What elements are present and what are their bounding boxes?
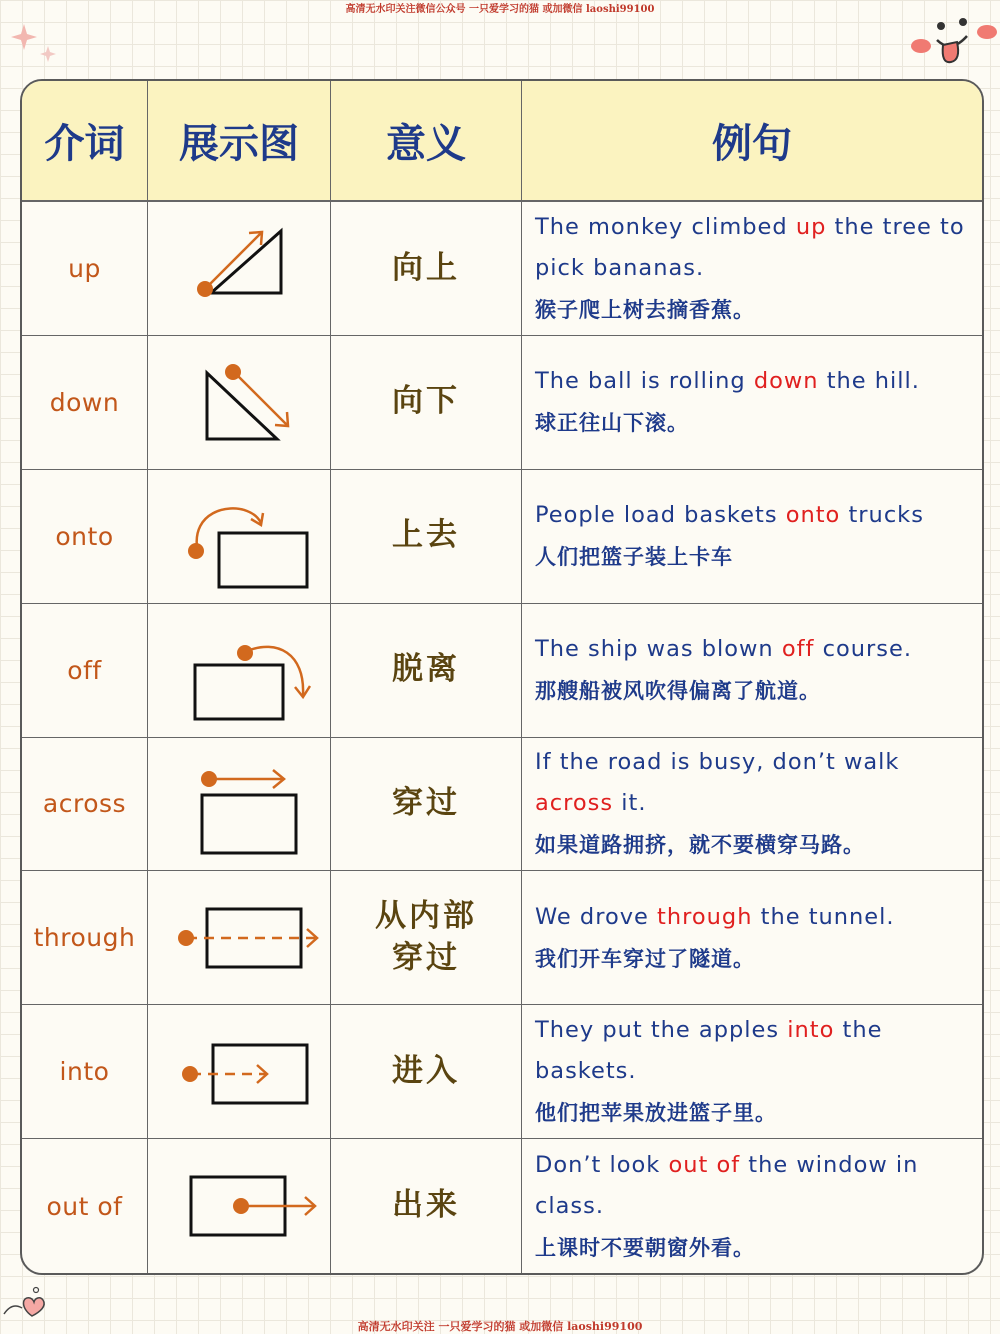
header-example: 例句 bbox=[522, 81, 982, 202]
example-chinese: 人们把篮子装上卡车 bbox=[535, 544, 733, 570]
down-diagram-icon bbox=[169, 347, 309, 457]
example-off bbox=[522, 604, 982, 738]
diagram-cell-across bbox=[148, 738, 331, 872]
example-chinese: 球正往山下滚。 bbox=[535, 410, 689, 436]
example-into bbox=[522, 1005, 982, 1139]
out-of-diagram-icon bbox=[169, 1151, 309, 1261]
meaning-out-of: 出来 bbox=[331, 1139, 522, 1273]
example-chinese: 如果道路拥挤，就不要横穿马路。 bbox=[535, 832, 865, 858]
diagram-cell-into bbox=[148, 1005, 331, 1139]
preposition-table bbox=[20, 79, 984, 1275]
off-diagram-icon bbox=[169, 615, 309, 725]
example-chinese: 上课时不要朝窗外看。 bbox=[535, 1234, 755, 1260]
preposition-down: down bbox=[22, 336, 148, 470]
into-diagram-icon bbox=[169, 1017, 309, 1127]
example-english: If the road is busy, don’t walk across it. bbox=[535, 749, 900, 817]
diagram-cell-up bbox=[148, 202, 331, 336]
example-down bbox=[522, 336, 982, 470]
example-across bbox=[522, 738, 982, 872]
smiley-face-icon bbox=[905, 12, 1000, 72]
example-onto bbox=[522, 470, 982, 604]
sparkle-icon bbox=[10, 20, 60, 65]
example-through bbox=[522, 871, 982, 1005]
header-diagram: 展示图 bbox=[148, 81, 331, 202]
example-chinese: 猴子爬上树去摘香蕉。 bbox=[535, 296, 755, 322]
across-diagram-icon bbox=[169, 749, 309, 859]
meaning-into: 进入 bbox=[331, 1005, 522, 1139]
through-diagram-icon bbox=[169, 883, 309, 993]
preposition-up: up bbox=[22, 202, 148, 336]
example-chinese: 他们把苹果放进篮子里。 bbox=[535, 1100, 777, 1126]
example-english: They put the apples into the baskets. bbox=[535, 1017, 883, 1085]
watermark-bottom: 高清无水印关注 一只爱学习的猫 或加微信 laoshi99100 bbox=[357, 1320, 643, 1333]
diagram-cell-through bbox=[148, 871, 331, 1005]
preposition-onto: onto bbox=[22, 470, 148, 604]
example-up bbox=[522, 202, 982, 336]
meaning-down: 向下 bbox=[331, 336, 522, 470]
diagram-cell-out-of bbox=[148, 1139, 331, 1273]
example-english: Don’t look out of the window in class. bbox=[535, 1151, 919, 1219]
diagram-cell-onto bbox=[148, 470, 331, 604]
example-out-of bbox=[522, 1139, 982, 1273]
meaning-off: 脱离 bbox=[331, 604, 522, 738]
up-diagram-icon bbox=[169, 213, 309, 323]
onto-diagram-icon bbox=[169, 481, 309, 591]
diagram-cell-down bbox=[148, 336, 331, 470]
meaning-onto: 上去 bbox=[331, 470, 522, 604]
preposition-into: into bbox=[22, 1005, 148, 1139]
meaning-through: 从内部 穿过 bbox=[331, 871, 522, 1005]
example-english: The monkey climbed up the tree to pick bananas. bbox=[535, 213, 965, 281]
diagram-cell-off bbox=[148, 604, 331, 738]
preposition-through: through bbox=[22, 871, 148, 1005]
example-chinese: 我们开车穿过了隧道。 bbox=[535, 945, 755, 971]
meaning-up: 向上 bbox=[331, 202, 522, 336]
meaning-across: 穿过 bbox=[331, 738, 522, 872]
preposition-off: off bbox=[22, 604, 148, 738]
example-chinese: 那艘船被风吹得偏离了航道。 bbox=[535, 678, 821, 704]
header-preposition: 介词 bbox=[22, 81, 148, 202]
watermark-top: 高清无水印关注微信公众号 一只爱学习的猫 或加微信 laoshi99100 bbox=[345, 4, 655, 15]
preposition-out-of: out of bbox=[22, 1139, 148, 1273]
header-meaning: 意义 bbox=[331, 81, 522, 202]
preposition-across: across bbox=[22, 738, 148, 872]
example-english: We drove through the tunnel. bbox=[535, 903, 895, 930]
example-english: The ship was blown off course. bbox=[535, 636, 912, 663]
example-english: People load baskets onto trucks bbox=[535, 502, 924, 529]
example-english: The ball is rolling down the hill. bbox=[535, 368, 920, 395]
